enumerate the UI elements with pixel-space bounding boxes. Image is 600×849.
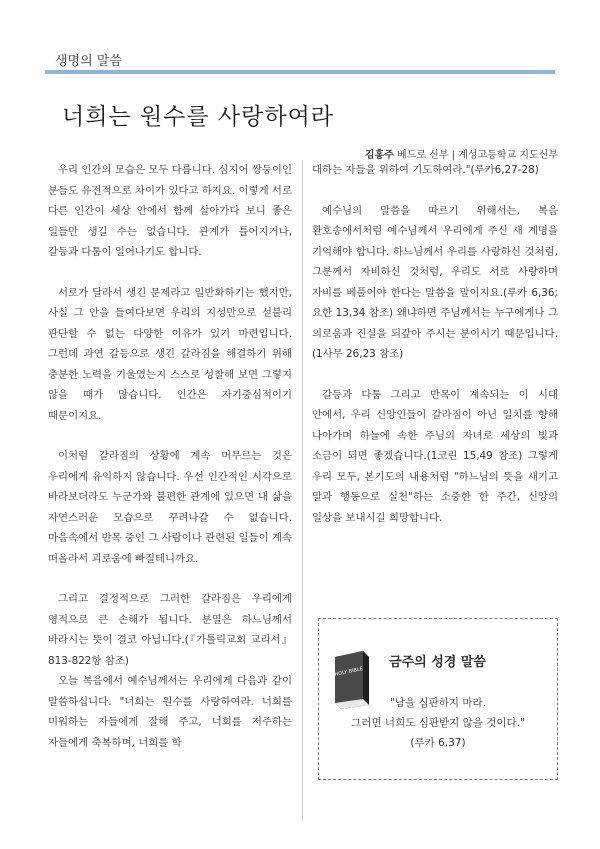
paragraph: 대하는 자들을 위하여 기도하여라."(루카6,27-28) [312,164,539,176]
paragraph: 서로가 달라서 생긴 문제라고 일반화하기는 했지만, 사실 그 안을 들여다보면 우리의 지성만으로 섣불리 판단할 수 없는 다양한 이유가 있기 마련입니다. 그런데 과연 갈등으로 생긴 갈라짐을 해결하기 위해 충분한 노력을 기울였는지 스스로 성찰해 보면 그렇지 않을 때가 많습니다. 인간은 자기중심적이기 때문이지요. [48,286,292,422]
paragraph: 그리고 결정적으로 그러한 갈라짐은 우리에게 영적으로 큰 손해가 됩니다. 분열은 하느님께서 바라시는 뜻이 결코 아닙니다.(『가톨릭교회 교리서』 813-822항 참조) [48,593,292,667]
column-divider [302,160,303,820]
verse-line: 그러면 너희도 심판받지 않을 것이다." [351,717,525,729]
verse-box-title: 금주의 성경 말씀 [389,655,486,670]
weekly-verse-box [318,618,558,780]
header-accent-bar [45,70,555,74]
paragraph: 오늘 복음에서 예수님께서는 우리에게 다음과 같이 말씀하십니다. "너희는 원수를 사랑하여라. 너희를 미워하는 자들에게 잘해 주고, 너희를 저주하는 자들에게 축복하며, 너희를 학 [48,675,292,749]
bible-icon-label: HOLY BIBLE [334,666,364,678]
paragraph: 갈등과 다툼 그리고 반목이 계속되는 이 시대 안에서, 우리 신앙인들이 갈라짐이 아닌 일치를 향해 나아가며 하늘에 속한 주님의 자녀로 세상의 빛과 소금이 되면 좋겠습니다.(1코린 15,49 참조) 그렇게 우리 모두, 본기도의 내용처럼 "하느님의 뜻을 새기고 말과 행동으로 실천"하는 소중한 한 주간, 신앙의 일상을 보내시길 희망합니다. [312,388,558,524]
verse-reference: (루카 6,37) [410,737,466,749]
paragraph: 이처럼 갈라짐의 상황에 계속 머무르는 것은 우리에게 유익하지 않습니다. 우선 인간적인 시각으로 바라보더라도 누군가와 불편한 관계에 있으면 내 삶을 자연스러운 모습으로 꾸려나갈 수 없습니다. 마음속에서 반목 중인 그 사람이나 관련된 일들이 계속 떠올라서 괴로움에 빠질테니까요. [48,450,292,565]
verse-line: "남을 심판하지 마라. [390,697,486,709]
author-name: 김홍주 [364,150,394,161]
paragraph: 예수님의 말씀을 따르기 위해서는, 복음 환호송에서처럼 예수님께서 우리에게 주신 새 계명을 기억해야 합니다. 하느님께서 우리를 사랑하신 것처럼, 그분께서 자비하신 것처럼, 우리도 서로 사랑하며 자비를 베풀어야 한다는 말씀을 말이지요.(루카 6,36; 요한 13,34 참조) 왜냐하면 주님께서는 누구에게나 그 의로움과 진실을 되갚아 주시는 분이시기 때문입니다.(1사무 26,23 참조) [312,204,558,360]
left-column [48,160,292,773]
author-role: 베드로 신부 | 계성고등학교 지도신부 [397,150,558,161]
paragraph: 우리 인간의 모습은 모두 다릅니다. 심지어 쌍둥이인 분들도 유전적으로 차이가 있다고 하지요. 이렇게 서로 다른 인간이 세상 안에서 함께 살아가다 보니 좋은 일들만 생길 수는 없습니다. 관계가 틀어지거나, 갈등과 다툼이 일어나기도 합니다. [48,164,292,258]
byline [365,146,558,161]
right-column [312,160,558,548]
verse-text [319,693,557,753]
page-title: 너희는 원수를 사랑하여라 [62,104,335,130]
section-label: 생명의 말씀 [55,54,122,69]
